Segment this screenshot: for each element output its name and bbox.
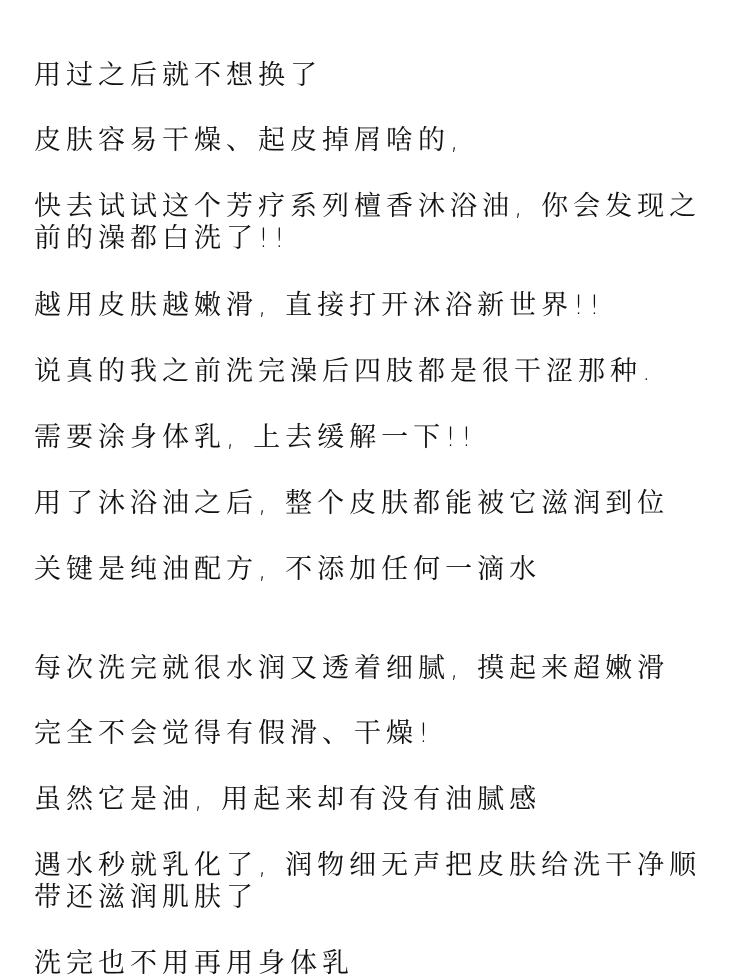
paragraph-9: 每次洗完就很水润又透着细腻, 摸起来超嫩滑 — [34, 653, 670, 684]
paragraph-2: 皮肤容易干燥、起皮掉屑啥的, — [34, 125, 464, 156]
paragraph-3: 快去试试这个芳疗系列檀香沐浴油, 你会发现之前的澡都白洗了!! — [34, 191, 702, 254]
paragraph-8: 关键是纯油配方, 不添加任何一滴水 — [34, 554, 542, 585]
paragraph-4: 越用皮肤越嫩滑, 直接打开沐浴新世界!! — [34, 290, 605, 321]
paragraph-10: 完全不会觉得有假滑、干燥! — [34, 718, 434, 749]
paragraph-11: 虽然它是油, 用起来却有没有油腻感 — [34, 784, 542, 815]
paragraph-12: 遇水秒就乳化了, 润物细无声把皮肤给洗干净顺带还滋润肌肤了 — [34, 850, 702, 913]
paragraph-1: 用过之后就不想换了 — [34, 60, 322, 91]
paragraph-5: 说真的我之前洗完澡后四肢都是很干涩那种. — [34, 356, 656, 387]
paragraph-7: 用了沐浴油之后, 整个皮肤都能被它滋润到位 — [34, 488, 670, 519]
paragraph-6: 需要涂身体乳, 上去缓解一下!! — [34, 422, 477, 453]
paragraph-13: 洗完也不用再用身体乳 — [34, 948, 354, 979]
